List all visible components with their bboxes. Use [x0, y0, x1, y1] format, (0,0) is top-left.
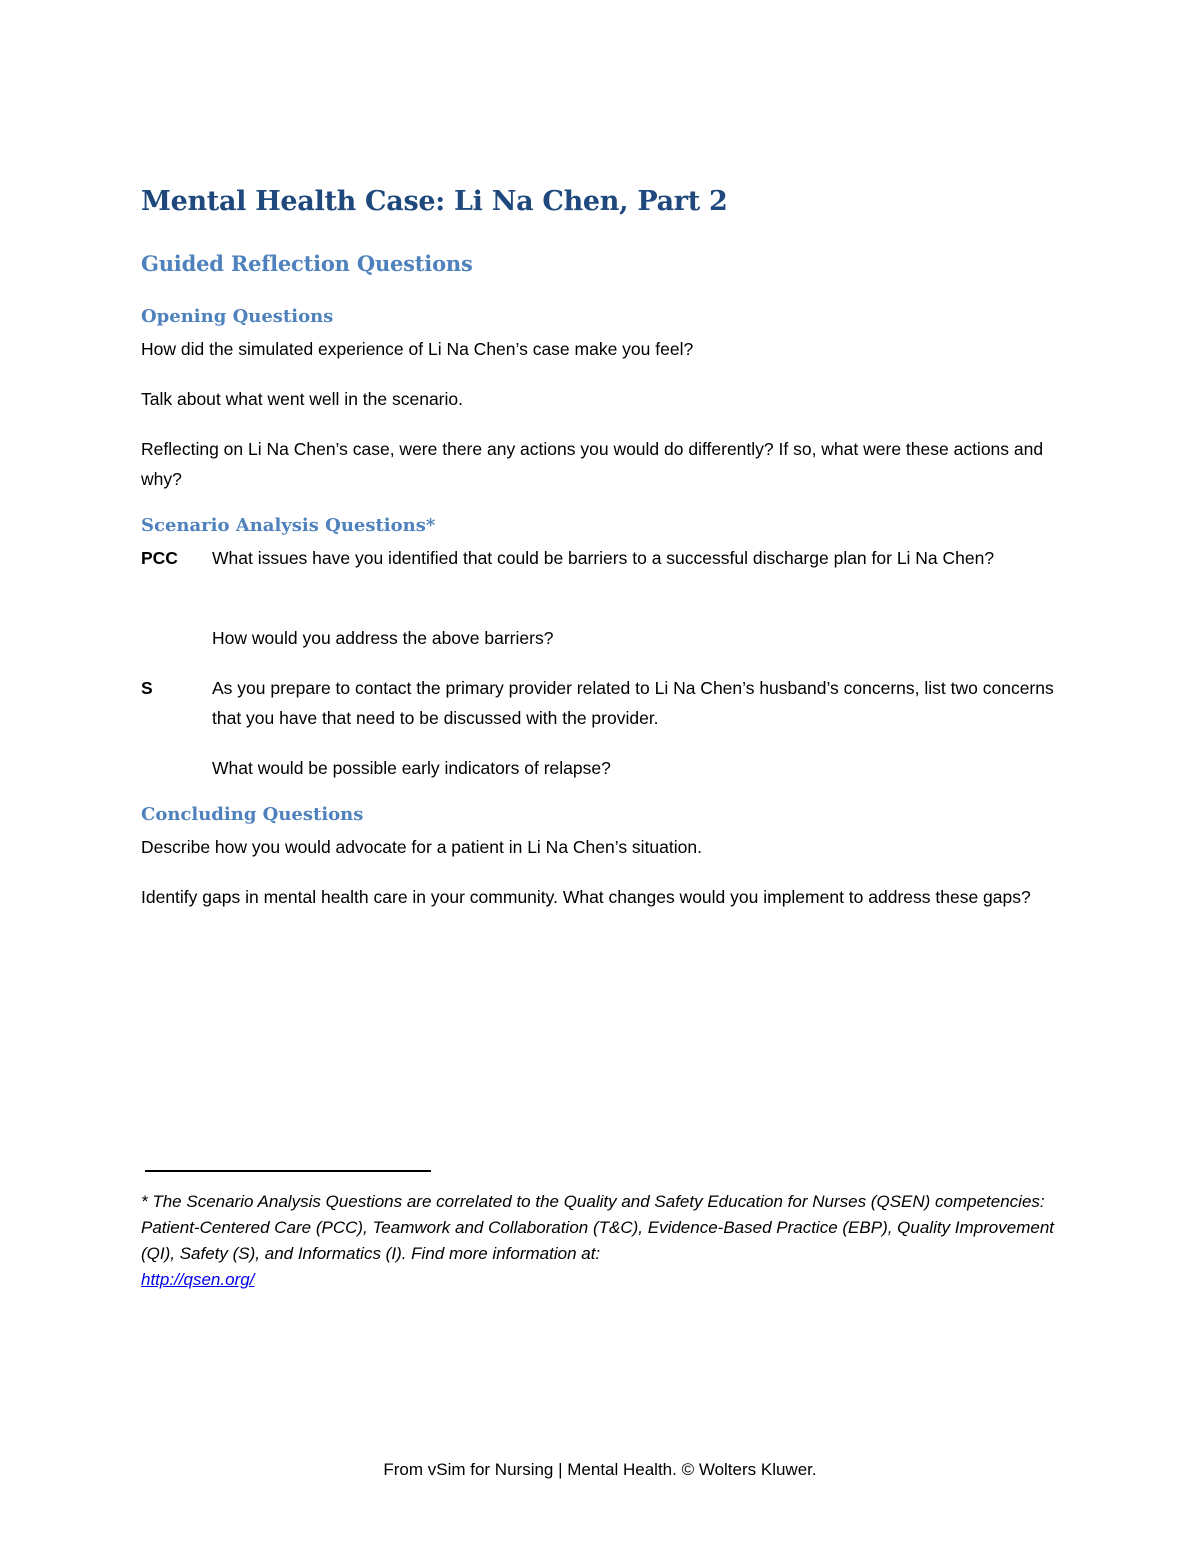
s-question-1: As you prepare to contact the primary provider related to Li Na Chen’s husband’s concerns, list two concerns that you have that need to be discussed with the provider.: [212, 678, 1054, 728]
footnote-text: * The Scenario Analysis Questions are correlated to the Quality and Safety Education for Nurses (QSEN) competencies: Patient-Centered Care (PCC), Teamwork and Collaboration (T&C), Evidence-Based Practice (EBP), Quality Improvement (QI), Safety (S), and Informatics (I). Find more information at:: [141, 1192, 1055, 1263]
s-tag: S: [141, 678, 153, 698]
concluding-question-1: Describe how you would advocate for a patient in Li Na Chen’s situation.: [141, 837, 702, 857]
opening-questions-heading: Opening Questions: [141, 306, 334, 327]
page-footer: From vSim for Nursing | Mental Health. © Wolters Kluwer.: [383, 1460, 817, 1479]
opening-question-3: Reflecting on Li Na Chen’s case, were there any actions you would do differently? If so, what were these actions and why?: [141, 439, 1044, 489]
s-question-2: What would be possible early indicators of relapse?: [212, 758, 611, 778]
page-subtitle: Guided Reflection Questions: [141, 251, 473, 276]
pcc-question-1: What issues have you identified that could be barriers to a successful discharge plan for Li Na Chen?: [212, 548, 995, 568]
footnote: [141, 1189, 1071, 1293]
opening-question-2: Talk about what went well in the scenario.: [141, 389, 463, 409]
qsen-link[interactable]: http://qsen.org/: [141, 1270, 255, 1289]
opening-question-1: How did the simulated experience of Li Na Chen’s case make you feel?: [141, 339, 694, 359]
scenario-questions-heading: Scenario Analysis Questions*: [141, 515, 436, 536]
footnote-separator: [145, 1170, 431, 1172]
pcc-question-2: How would you address the above barriers?: [212, 628, 554, 648]
concluding-questions-heading: Concluding Questions: [141, 804, 364, 825]
concluding-question-2: Identify gaps in mental health care in your community. What changes would you implement to address these gaps?: [141, 887, 1031, 907]
pcc-tag: PCC: [141, 548, 178, 568]
page-title: Mental Health Case: Li Na Chen, Part 2: [141, 186, 728, 217]
